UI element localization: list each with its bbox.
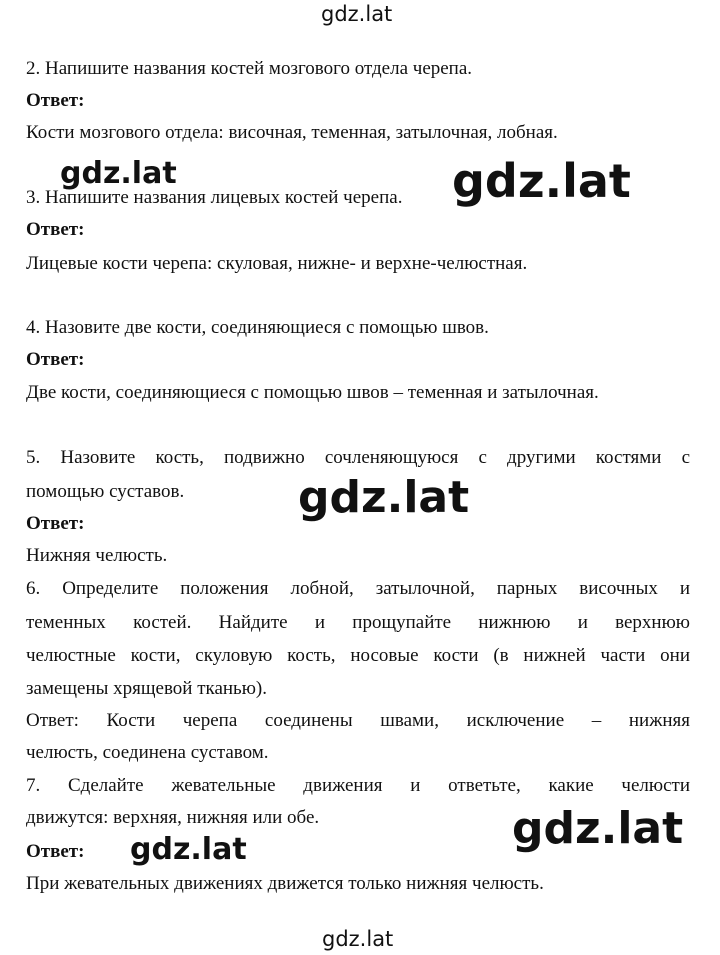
answer-3: Лицевые кости черепа: скуловая, нижне- и верхне-челюстная. <box>26 253 528 274</box>
question-7-line-2: движутся: верхняя, нижняя или обе. <box>26 807 320 828</box>
watermark-bottom: gdz.lat <box>322 927 394 951</box>
answer-label-5: Ответ: <box>26 513 85 534</box>
question-6-line-3: челюстные кости, скуловую кость, носовые кости (в нижней части они <box>26 645 690 666</box>
question-5-line-1: 5. Назовите кость, подвижно сочленяющуюся с другими костями с <box>26 447 690 468</box>
question-6-line-1: 6. Определите положения лобной, затылочной, парных височных и <box>26 578 690 599</box>
watermark-q5: gdz.lat <box>298 472 470 523</box>
question-4: 4. Назовите две кости, соединяющиеся с помощью швов. <box>26 317 489 338</box>
question-2: 2. Напишите названия костей мозгового отдела черепа. <box>26 58 473 79</box>
watermark-q7-left: gdz.lat <box>130 832 247 867</box>
answer-6-line-2: челюсть, соединена суставом. <box>26 742 269 763</box>
watermark-q3-left: gdz.lat <box>60 156 177 191</box>
answer-5: Нижняя челюсть. <box>26 545 168 566</box>
answer-7: При жевательных движениях движется только нижняя челюсть. <box>26 873 544 894</box>
watermark-top: gdz.lat <box>321 2 393 26</box>
question-3: 3. Напишите названия лицевых костей черепа. <box>26 187 403 208</box>
answer-6-line-1: Ответ: Кости черепа соединены швами, исключение – нижняя <box>26 710 690 731</box>
answer-2: Кости мозгового отдела: височная, теменная, затылочная, лобная. <box>26 122 558 143</box>
answer-label-3: Ответ: <box>26 219 85 240</box>
answer-label-2: Ответ: <box>26 90 85 111</box>
question-7-line-1: 7. Сделайте жевательные движения и ответьте, какие челюсти <box>26 775 690 796</box>
watermark-q7-right: gdz.lat <box>512 803 684 854</box>
question-6-line-2: теменных костей. Найдите и прощупайте нижнюю и верхнюю <box>26 612 690 633</box>
question-5-line-2: помощью суставов. <box>26 481 185 502</box>
question-6-line-4: замещены хрящевой тканью). <box>26 678 267 699</box>
answer-label-7: Ответ: <box>26 841 85 862</box>
answer-label-4: Ответ: <box>26 349 85 370</box>
watermark-q3-right: gdz.lat <box>452 154 631 208</box>
answer-4: Две кости, соединяющиеся с помощью швов – теменная и затылочная. <box>26 382 599 403</box>
